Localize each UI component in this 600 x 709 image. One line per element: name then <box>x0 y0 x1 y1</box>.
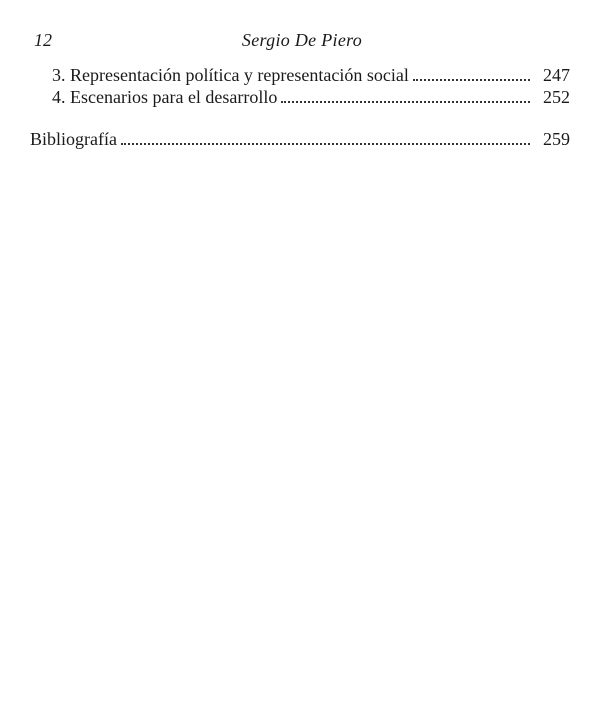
toc-entry <box>30 64 570 86</box>
toc-entry <box>30 128 570 150</box>
toc-entry-page: 252 <box>543 87 570 107</box>
table-of-contents <box>30 64 570 150</box>
running-head-author: Sergio De Piero <box>241 30 363 50</box>
running-head <box>34 30 570 54</box>
toc-entry-page: 247 <box>543 65 570 85</box>
toc-entry-title: 3. Representación política y representación social <box>52 65 409 85</box>
page-number: 12 <box>34 30 52 50</box>
toc-entry-title: 4. Escenarios para el desarrollo <box>52 87 278 107</box>
toc-entry-title: Bibliografía <box>30 129 117 149</box>
toc-entry-page: 259 <box>543 129 570 149</box>
dot-leader <box>281 101 530 103</box>
dot-leader <box>121 143 530 145</box>
toc-entry <box>30 86 570 108</box>
dot-leader <box>413 79 530 81</box>
